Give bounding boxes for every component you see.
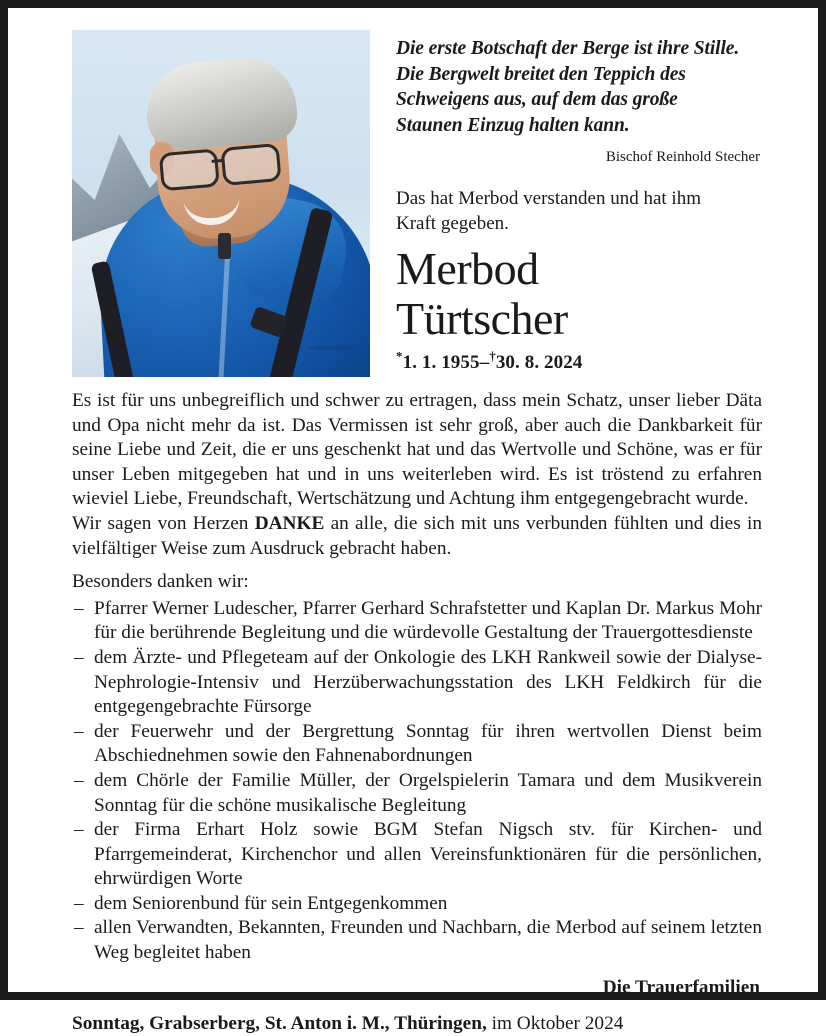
list-item-text: allen Verwandten, Bekannten, Freunden und Nachbarn, die Merbod auf seinem letzten Weg begleitet haben (94, 917, 762, 964)
header-section (72, 30, 762, 377)
danke-emphasis: DANKE (254, 512, 325, 534)
list-item-text: Pfarrer Werner Ludescher, Pfarrer Gerhard Schrafstetter und Kaplan Dr. Markus Mohr für die berührende Begleitung und die würdevolle Gestaltung der Trauergottesdienste (94, 597, 762, 644)
family-signature: Die Trauerfamilien (602, 976, 760, 998)
deceased-first-name: Merbod (396, 243, 539, 294)
photo-zipper-pull (218, 233, 231, 259)
death-cross-icon: † (489, 348, 496, 364)
bullet-dash-icon: – (74, 769, 84, 791)
thanks-paragraph (72, 512, 762, 561)
body-text-section (72, 389, 762, 1036)
birth-star-icon: * (396, 348, 403, 364)
death-date: 30. 8. 2024 (495, 352, 583, 373)
places-and-date (72, 1012, 762, 1036)
list-item (72, 597, 762, 646)
notice-inner (8, 8, 818, 1034)
lead-line-1: Das hat Merbod verstanden und hat ihm (396, 188, 701, 209)
quote-line-2: Die Bergwelt breitet den Teppich des (396, 63, 686, 85)
list-item-text: der Feuerwehr und der Bergrettung Sonntag für ihren wertvollen Dienst beim Abschiednehmen sowie den Fahnenabordnungen (94, 720, 762, 767)
lead-text (396, 186, 762, 236)
deceased-name (396, 244, 762, 344)
bullet-dash-icon: – (74, 917, 84, 939)
quote-line-4: Staunen Einzug halten kann. (396, 114, 630, 136)
date-separator: – (479, 352, 490, 373)
bullet-dash-icon: – (74, 646, 84, 668)
list-item (72, 892, 762, 917)
list-item-text: der Firma Erhart Holz sowie BGM Stefan Nigsch stv. für Kirchen- und Pfarrgemeinderat, Kirchenchor und allen Vereinsfunktionären für die persönlichen, ehrwürdigen Worte (94, 819, 762, 890)
list-item (72, 646, 762, 720)
bullet-dash-icon: – (74, 892, 84, 914)
bullet-dash-icon: – (74, 597, 84, 619)
lead-line-2: Kraft gegeben. (396, 213, 509, 234)
quote-line-3: Schweigens aus, auf dem das große (396, 89, 678, 110)
photo-brand-logo-icon (302, 341, 356, 357)
list-item (72, 720, 762, 769)
thanks-list (72, 597, 762, 966)
bullet-dash-icon: – (74, 720, 84, 742)
quote-attribution: Bischof Reinhold Stecher (605, 149, 760, 165)
thanks-subheading: Besonders danken wir: (72, 571, 249, 593)
quote-line-1: Die erste Botschaft der Berge ist ihre Stille. (396, 38, 740, 59)
life-dates (396, 348, 762, 375)
list-item-text: dem Chörle der Familie Müller, der Orgelspielerin Tamara und dem Musikverein Sonntag für die schöne musikalische Begleitung (94, 769, 762, 816)
deceased-last-name: Türtscher (396, 293, 568, 344)
bullet-dash-icon: – (74, 819, 84, 841)
quote-column (396, 30, 762, 375)
places-names: Sonntag, Grabserberg, St. Anton i. M., Thüringen, (72, 1012, 487, 1034)
places-month-year: im Oktober 2024 (486, 1012, 624, 1034)
list-item-text: dem Ärzte- und Pflegeteam auf der Onkologie des LKH Rankweil sowie der Dialyse-Nephrologie-Intensiv und Herzüberwachungsstation des LKH Feldkirch für die entgegengebrachte Fürsorge (94, 646, 762, 718)
memorial-quote (396, 36, 762, 138)
list-item-text: dem Seniorenbund für sein Entgegenkommen (94, 892, 448, 914)
portrait-photo (72, 30, 370, 377)
list-item (72, 769, 762, 818)
list-item (72, 818, 762, 892)
photo-glasses-left-lens (159, 148, 220, 191)
memorial-paragraph: Es ist für uns unbegreiflich und schwer zu ertragen, dass mein Schatz, unser lieber Däta und Opa nicht mehr da ist. Das Vermissen ist sehr groß, aber auch die Dankbarkeit für seine Liebe und Zeit, die er uns geschenkt hat und das Wertvolle und Schöne, was er für unser Leben mitgegeben hat und in uns weiterleben wird. Es ist tröstend zu erfahren wieviel Liebe, Freundschaft, Wertschätzung und Achtung ihm entgegengebracht wurde. (72, 390, 762, 510)
photo-glasses-right-lens (221, 143, 282, 186)
list-item (72, 916, 762, 965)
thanks-after: an alle, die sich mit uns verbunden fühlten und dies in vielfältiger Weise zum Ausdruck gebracht haben. (72, 512, 762, 559)
thanks-before: Wir sagen von Herzen (72, 512, 255, 534)
birth-date: 1. 1. 1955 (402, 352, 480, 373)
